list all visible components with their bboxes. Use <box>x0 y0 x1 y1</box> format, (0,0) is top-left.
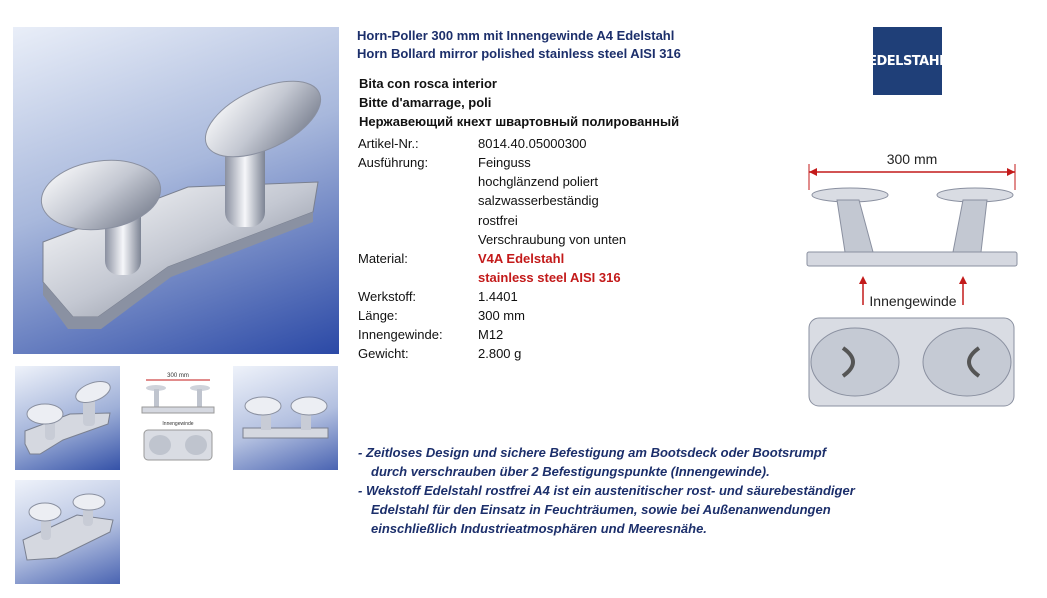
edelstahl-badge <box>868 27 947 95</box>
arrow-left-icon <box>809 168 817 176</box>
thumbnail-2[interactable] <box>124 366 229 470</box>
material-label: Material: <box>358 251 408 266</box>
finish-value: salzwasserbeständig <box>478 193 599 208</box>
weight-label: Gewicht: <box>358 346 409 361</box>
arrow-up-icon <box>859 276 867 284</box>
badge-text: EDELSTAHL <box>868 53 947 69</box>
svg-text:300 mm: 300 mm <box>167 373 189 379</box>
technical-drawing[interactable] <box>785 140 1035 430</box>
product-title-en: Horn Bollard mirror polished stainless steel AISI 316 <box>357 46 681 61</box>
description-line: durch verschrauben über 2 Befestigungspunkte (Innengewinde). <box>371 464 770 479</box>
thumbnail-1[interactable] <box>15 366 120 470</box>
werkstoff-label: Werkstoff: <box>358 289 417 304</box>
drawing-thumb-icon <box>124 366 229 470</box>
description-line: einschließlich Industrieatmosphären und Meeresnähe. <box>371 521 707 536</box>
bollard-front-thumb-icon <box>233 366 338 470</box>
product-name-es: Bita con rosca interior <box>359 76 497 91</box>
drawing-svg <box>785 140 1035 430</box>
description-line: - Zeitloses Design und sichere Befestigung am Bootsdeck oder Bootsrumpf <box>358 445 827 460</box>
svg-text:Innengewinde: Innengewinde <box>162 421 194 427</box>
product-name-ru: Нержавеющий кнехт швартовный полированный <box>359 114 680 129</box>
material-value: V4A Edelstahl <box>478 251 565 266</box>
main-product-image[interactable] <box>13 27 339 354</box>
length-value: 300 mm <box>478 308 525 323</box>
thread-label: Innengewinde: <box>358 327 443 342</box>
arrow-up-icon <box>959 276 967 284</box>
description-line: - Wekstoff Edelstahl rostfrei A4 ist ein austenitischer rost- und säurebeständiger <box>358 483 855 498</box>
base-plate <box>807 252 1017 266</box>
finish-value: rostfrei <box>478 213 518 228</box>
product-name-fr: Bitte d'amarrage, poli <box>359 95 492 110</box>
finish-value: Verschraubung von unten <box>478 232 627 247</box>
article-value: 8014.40.05000300 <box>478 136 587 151</box>
bollard-thumb-icon <box>15 366 120 470</box>
finish-value: hochglänzend poliert <box>478 174 598 189</box>
finish-value: Feinguss <box>478 155 531 170</box>
bollard-illustration <box>13 27 339 354</box>
thread-value: M12 <box>478 327 504 342</box>
thumbnail-4[interactable] <box>15 480 120 584</box>
description-line: Edelstahl für den Einsatz in Feuchträumen, sowie bei Außenanwendungen <box>371 502 831 517</box>
material-value: stainless steel AISI 316 <box>478 270 621 285</box>
arrow-right-icon <box>1007 168 1015 176</box>
weight-value: 2.800 g <box>478 346 522 361</box>
werkstoff-value: 1.4401 <box>478 289 518 304</box>
thumbnail-3[interactable] <box>233 366 338 470</box>
length-label: Länge: <box>358 308 398 323</box>
bollard-angle-thumb-icon <box>15 480 120 584</box>
article-label: Artikel-Nr.: <box>358 136 419 151</box>
finish-label: Ausführung: <box>358 155 429 170</box>
thread-label: Innengewinde <box>869 293 957 309</box>
product-title-de: Horn-Poller 300 mm mit Innengewinde A4 Edelstahl <box>357 28 675 43</box>
dimension-label: 300 mm <box>886 151 938 167</box>
